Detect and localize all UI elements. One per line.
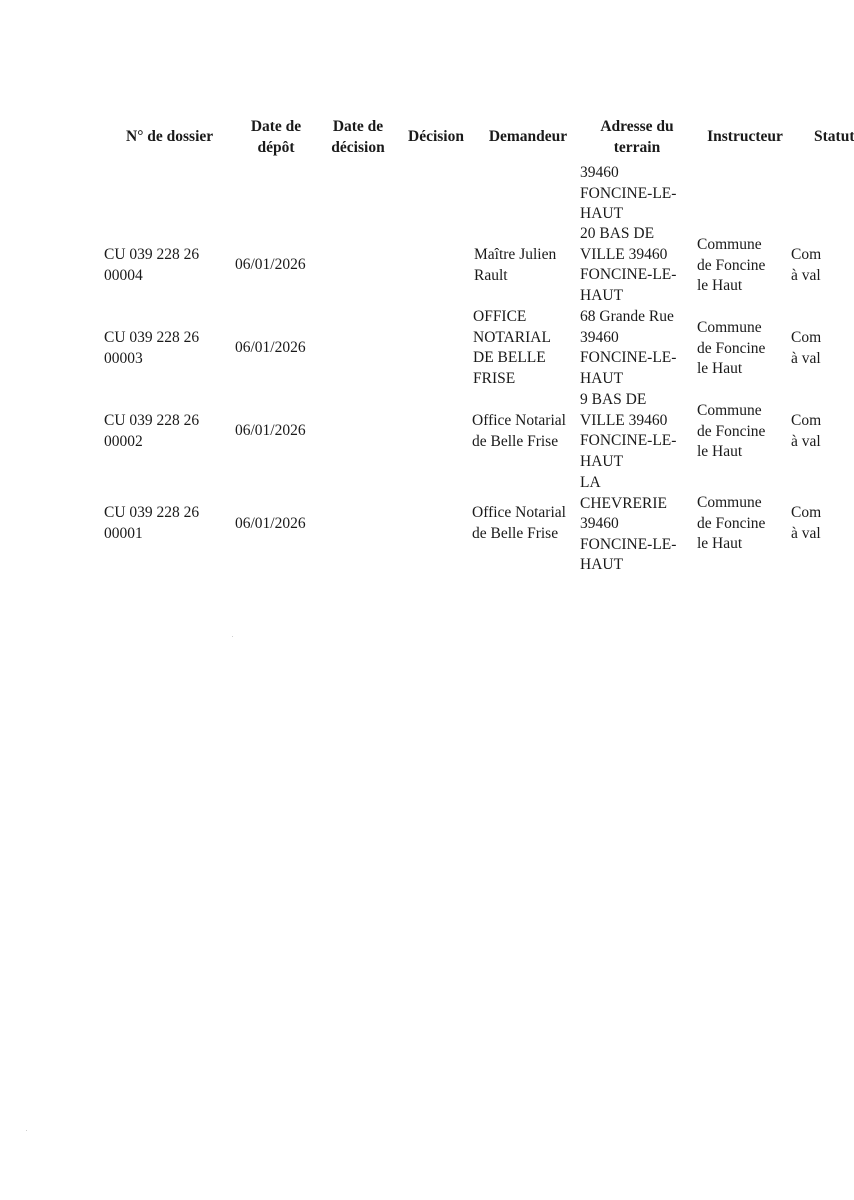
- row-date-depot: 06/01/2026: [235, 339, 306, 356]
- scan-speck: [232, 636, 233, 637]
- row-dossier-number: CU 039 228 26 00001: [104, 504, 200, 542]
- carryover-address: 39460 FONCINE-LE- HAUT: [580, 164, 677, 222]
- row-adresse: LA CHEVRERIE 39460 FONCINE-LE- HAUT: [580, 474, 677, 573]
- row-date-depot: 06/01/2026: [235, 515, 306, 532]
- row-statut: Com à val: [791, 504, 822, 542]
- header-date-depot: Date de dépôt: [250, 118, 302, 156]
- row-instructeur: Commune de Foncine le Haut: [697, 236, 766, 294]
- header-dossier: N° de dossier: [126, 128, 214, 145]
- row-statut: Com à val: [791, 329, 822, 367]
- row-adresse: 68 Grande Rue 39460 FONCINE-LE- HAUT: [580, 308, 677, 387]
- row-instructeur: Commune de Foncine le Haut: [697, 494, 766, 552]
- row-dossier-number: CU 039 228 26 00002: [104, 412, 200, 450]
- row-statut: Com à val: [791, 412, 822, 450]
- row-demandeur: Office Notarial de Belle Frise: [472, 504, 566, 542]
- row-date-depot: 06/01/2026: [235, 256, 306, 273]
- row-demandeur: Office Notarial de Belle Frise: [472, 412, 566, 450]
- row-demandeur: Maître Julien Rault: [474, 246, 557, 284]
- row-date-depot: 06/01/2026: [235, 422, 306, 439]
- row-dossier-number: CU 039 228 26 00004: [104, 246, 200, 284]
- header-statut: Statut: [814, 128, 854, 145]
- row-demandeur: OFFICE NOTARIAL DE BELLE FRISE: [473, 308, 551, 387]
- header-instructeur: Instructeur: [707, 128, 783, 145]
- row-dossier-number: CU 039 228 26 00003: [104, 329, 200, 367]
- header-adresse: Adresse du terrain: [600, 118, 674, 156]
- row-statut: Com à val: [791, 246, 822, 284]
- row-instructeur: Commune de Foncine le Haut: [697, 402, 766, 460]
- header-demandeur: Demandeur: [488, 128, 568, 145]
- row-adresse: 9 BAS DE VILLE 39460 FONCINE-LE- HAUT: [580, 391, 677, 470]
- scan-speck: [26, 1130, 27, 1131]
- row-instructeur: Commune de Foncine le Haut: [697, 319, 766, 377]
- row-adresse: 20 BAS DE VILLE 39460 FONCINE-LE- HAUT: [580, 225, 677, 304]
- header-date-decision: Date de décision: [331, 118, 385, 156]
- header-decision: Décision: [408, 128, 464, 145]
